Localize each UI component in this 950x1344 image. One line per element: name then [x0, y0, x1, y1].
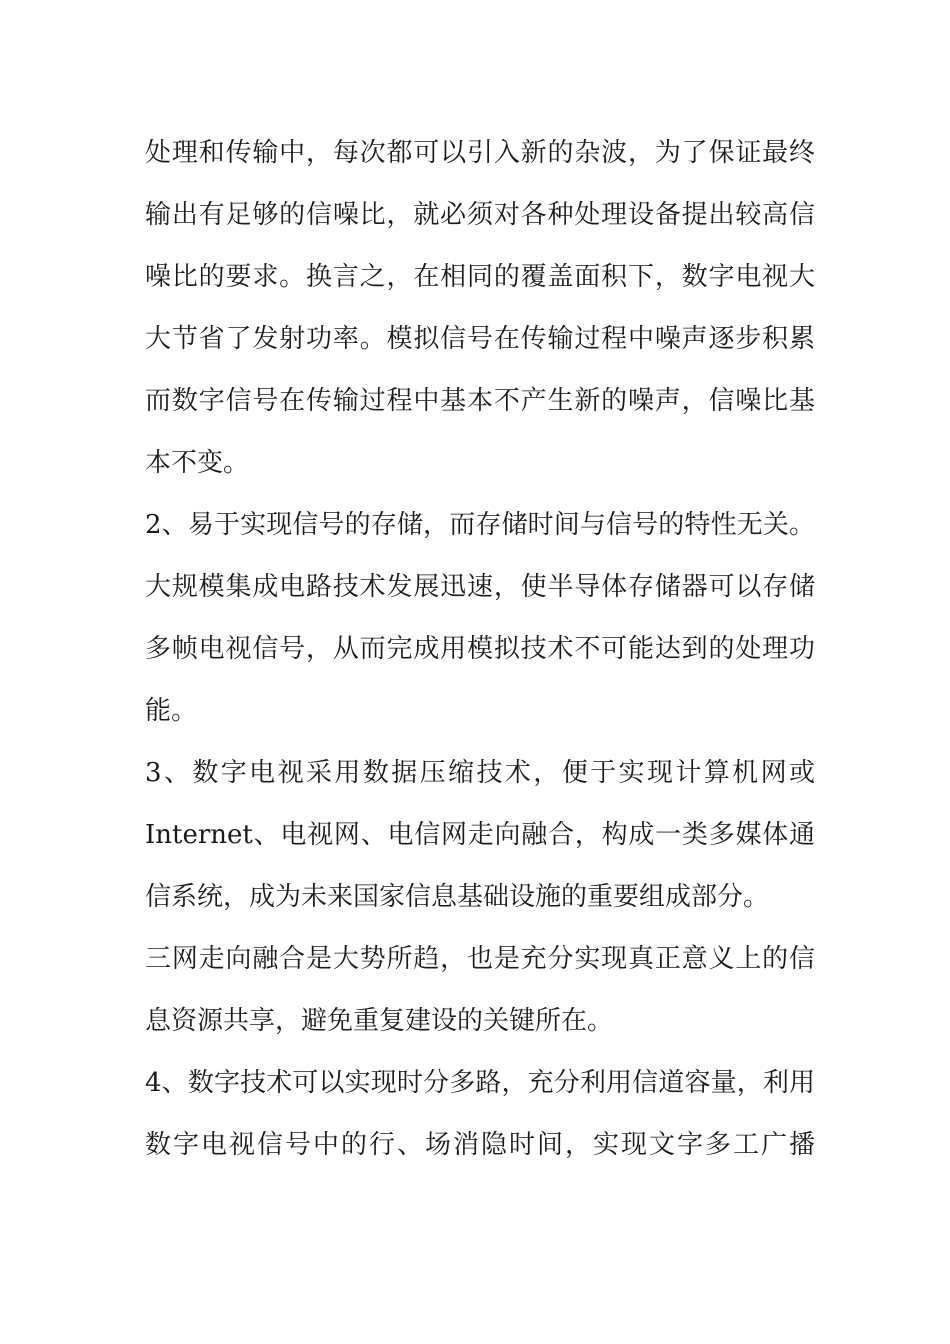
text-line: 噪比的要求。换言之，在相同的覆盖面积下，数字电视大	[145, 262, 815, 292]
text-line: 息资源共享，避免重复建设的关键所在。	[145, 1006, 614, 1036]
text-line: 信系统，成为未来国家信息基础设施的重要组成部分。	[145, 882, 770, 912]
text-line: 大节省了发射功率。模拟信号在传输过程中噪声逐步积累	[145, 324, 815, 354]
text-line: 而数字信号在传输过程中基本不产生新的噪声，信噪比基	[145, 386, 815, 416]
text-line: 4、数字技术可以实现时分多路，充分利用信道容量，利用	[145, 1068, 815, 1098]
text-line: 大规模集成电路技术发展迅速，使半导体存储器可以存储	[145, 572, 815, 602]
text-line: 多帧电视信号，从而完成用模拟技术不可能达到的处理功	[145, 634, 815, 664]
body-text	[145, 122, 815, 1176]
text-line: 输出有足够的信噪比，就必须对各种处理设备提出较高信	[145, 200, 815, 230]
text-line: 本不变。	[145, 448, 250, 478]
text-line: 能。	[145, 696, 198, 726]
text-line: 处理和传输中，每次都可以引入新的杂波，为了保证最终	[145, 138, 815, 168]
text-line: Internet、电视网、电信网走向融合，构成一类多媒体通	[145, 820, 815, 850]
text-line: 3、数字电视采用数据压缩技术，便于实现计算机网或	[145, 758, 815, 788]
text-line: 2、易于实现信号的存储，而存储时间与信号的特性无关。	[145, 510, 815, 540]
text-line: 三网走向融合是大势所趋，也是充分实现真正意义上的信	[145, 944, 815, 974]
text-line: 数字电视信号中的行、场消隐时间，实现文字多工广播	[145, 1130, 815, 1160]
